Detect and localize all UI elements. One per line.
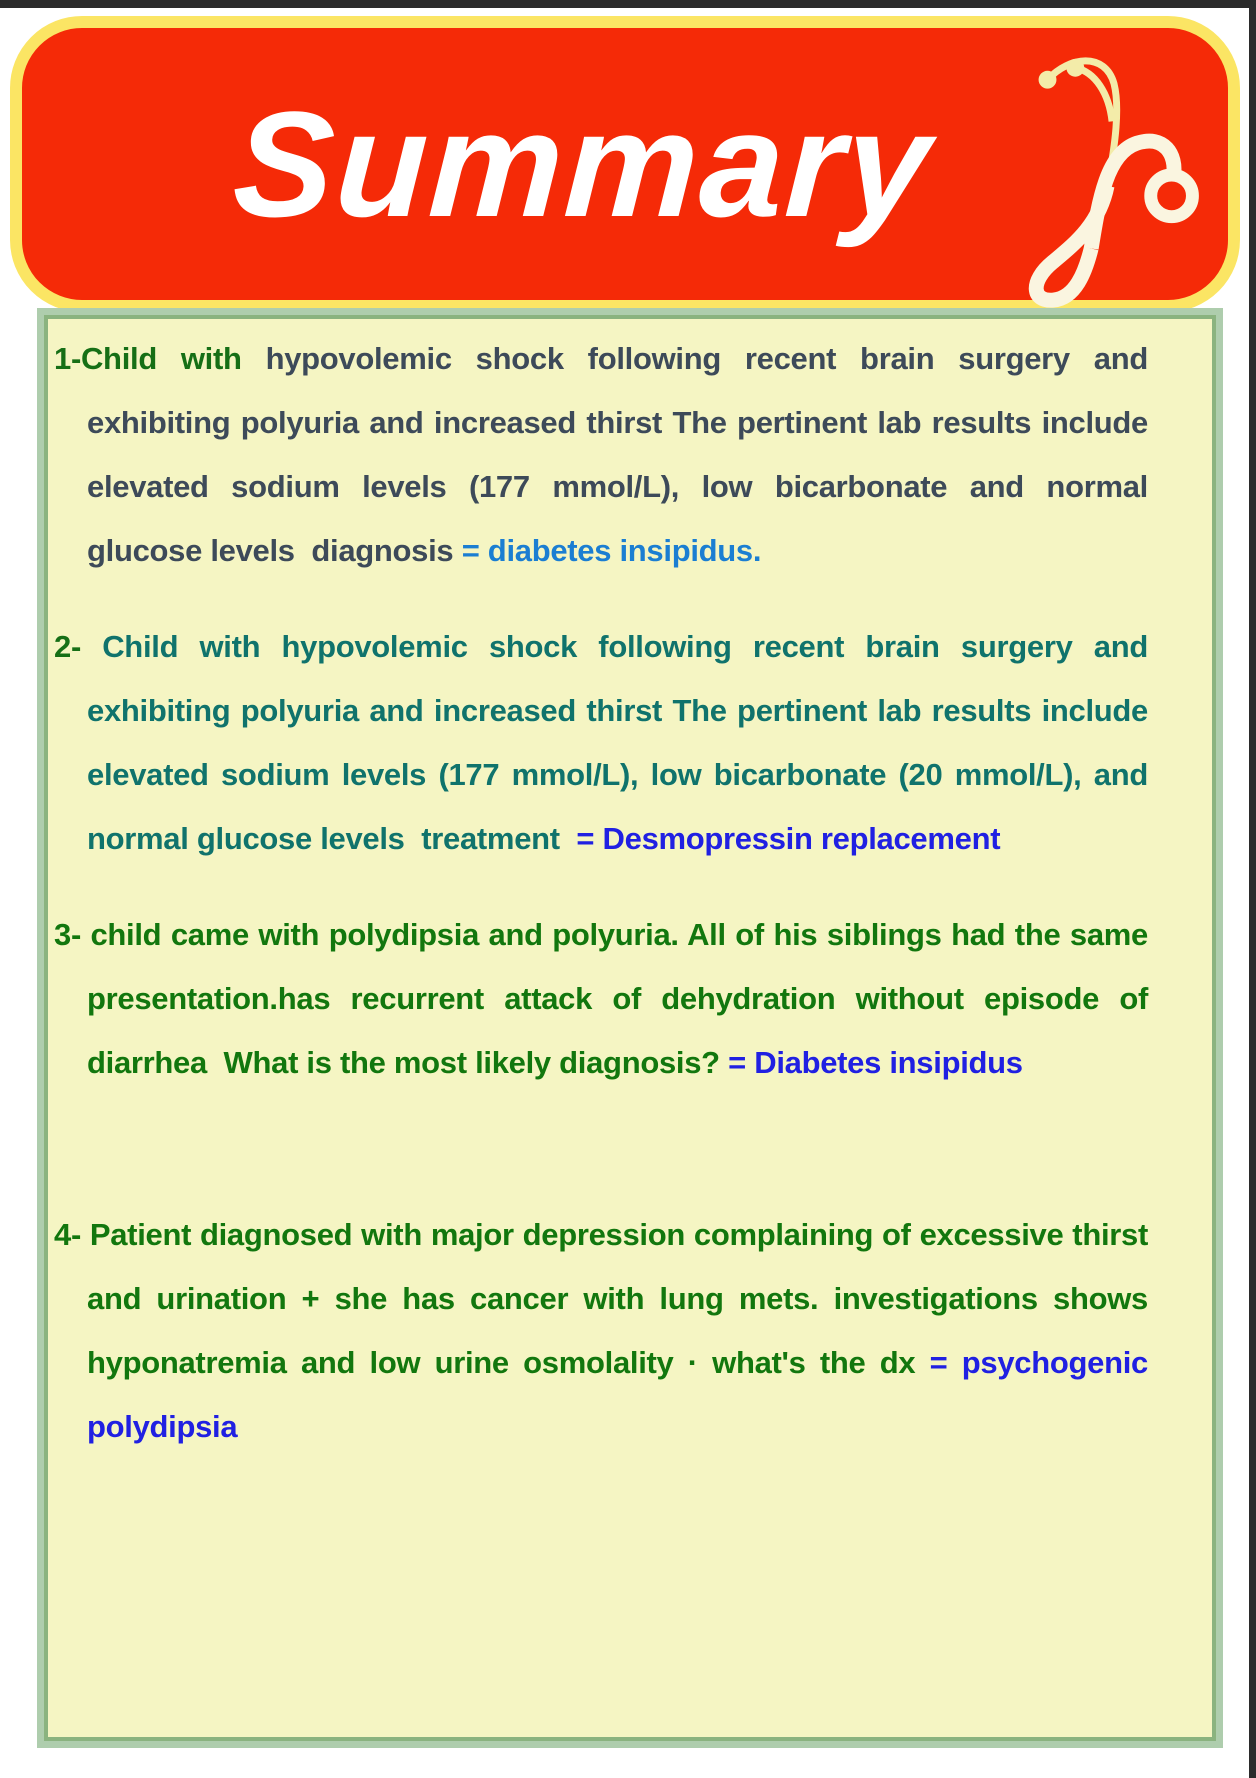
summary-item-2 <box>54 615 1148 871</box>
item-text-segment: Child with <box>80 341 266 376</box>
item-text-segment: hypovolemic shock following recent brain surgery and exhibiting polyuria and increased thirst The pertinent lab results include elevated sodium levels (177 mmol/L), low bicarbonate and normal glucose levels diagnosis <box>87 341 1148 568</box>
summary-item-3 <box>54 903 1148 1095</box>
summary-box <box>44 315 1216 1741</box>
item-number: 4- <box>54 1217 81 1252</box>
banner-title: Summary <box>229 79 937 248</box>
item-text-segment: = Desmopressin replacement <box>576 821 1001 856</box>
stethoscope-icon <box>1012 42 1222 310</box>
item-text-segment: Patient diagnosed with major depression complaining of excessive thirst and urination + she has cancer with lung mets. investigations shows hyponatremia and low urine osmolality · what's the dx <box>80 1217 1148 1380</box>
window-frame-right <box>1249 0 1256 1778</box>
item-number: 3- <box>54 917 81 952</box>
summary-item-4 <box>54 1203 1148 1459</box>
item-text-segment: = diabetes insipidus. <box>461 533 762 568</box>
summary-items <box>54 327 1148 1459</box>
item-number: 1- <box>54 341 81 376</box>
summary-item-1 <box>54 327 1148 583</box>
item-text-segment: Child with hypovolemic shock following recent brain surgery and exhibiting polyuria and increased thirst The pertinent lab results include elevated sodium levels (177 mmol/L), low bicarbonate (20 mmol/L), and normal glucose levels treatment <box>80 629 1148 856</box>
item-text-segment: = psychogenic polydipsia <box>87 1345 1148 1444</box>
item-text-segment: child came with polydipsia and polyuria. All of his siblings had the same presentation.has recurrent attack of dehydration without episode of diarrhea What is the most likely diagnosis? <box>80 917 1148 1080</box>
item-number: 2- <box>54 629 81 664</box>
summary-banner <box>10 16 1240 312</box>
item-text-segment: = Diabetes insipidus <box>728 1045 1023 1080</box>
window-frame-top <box>0 0 1256 8</box>
